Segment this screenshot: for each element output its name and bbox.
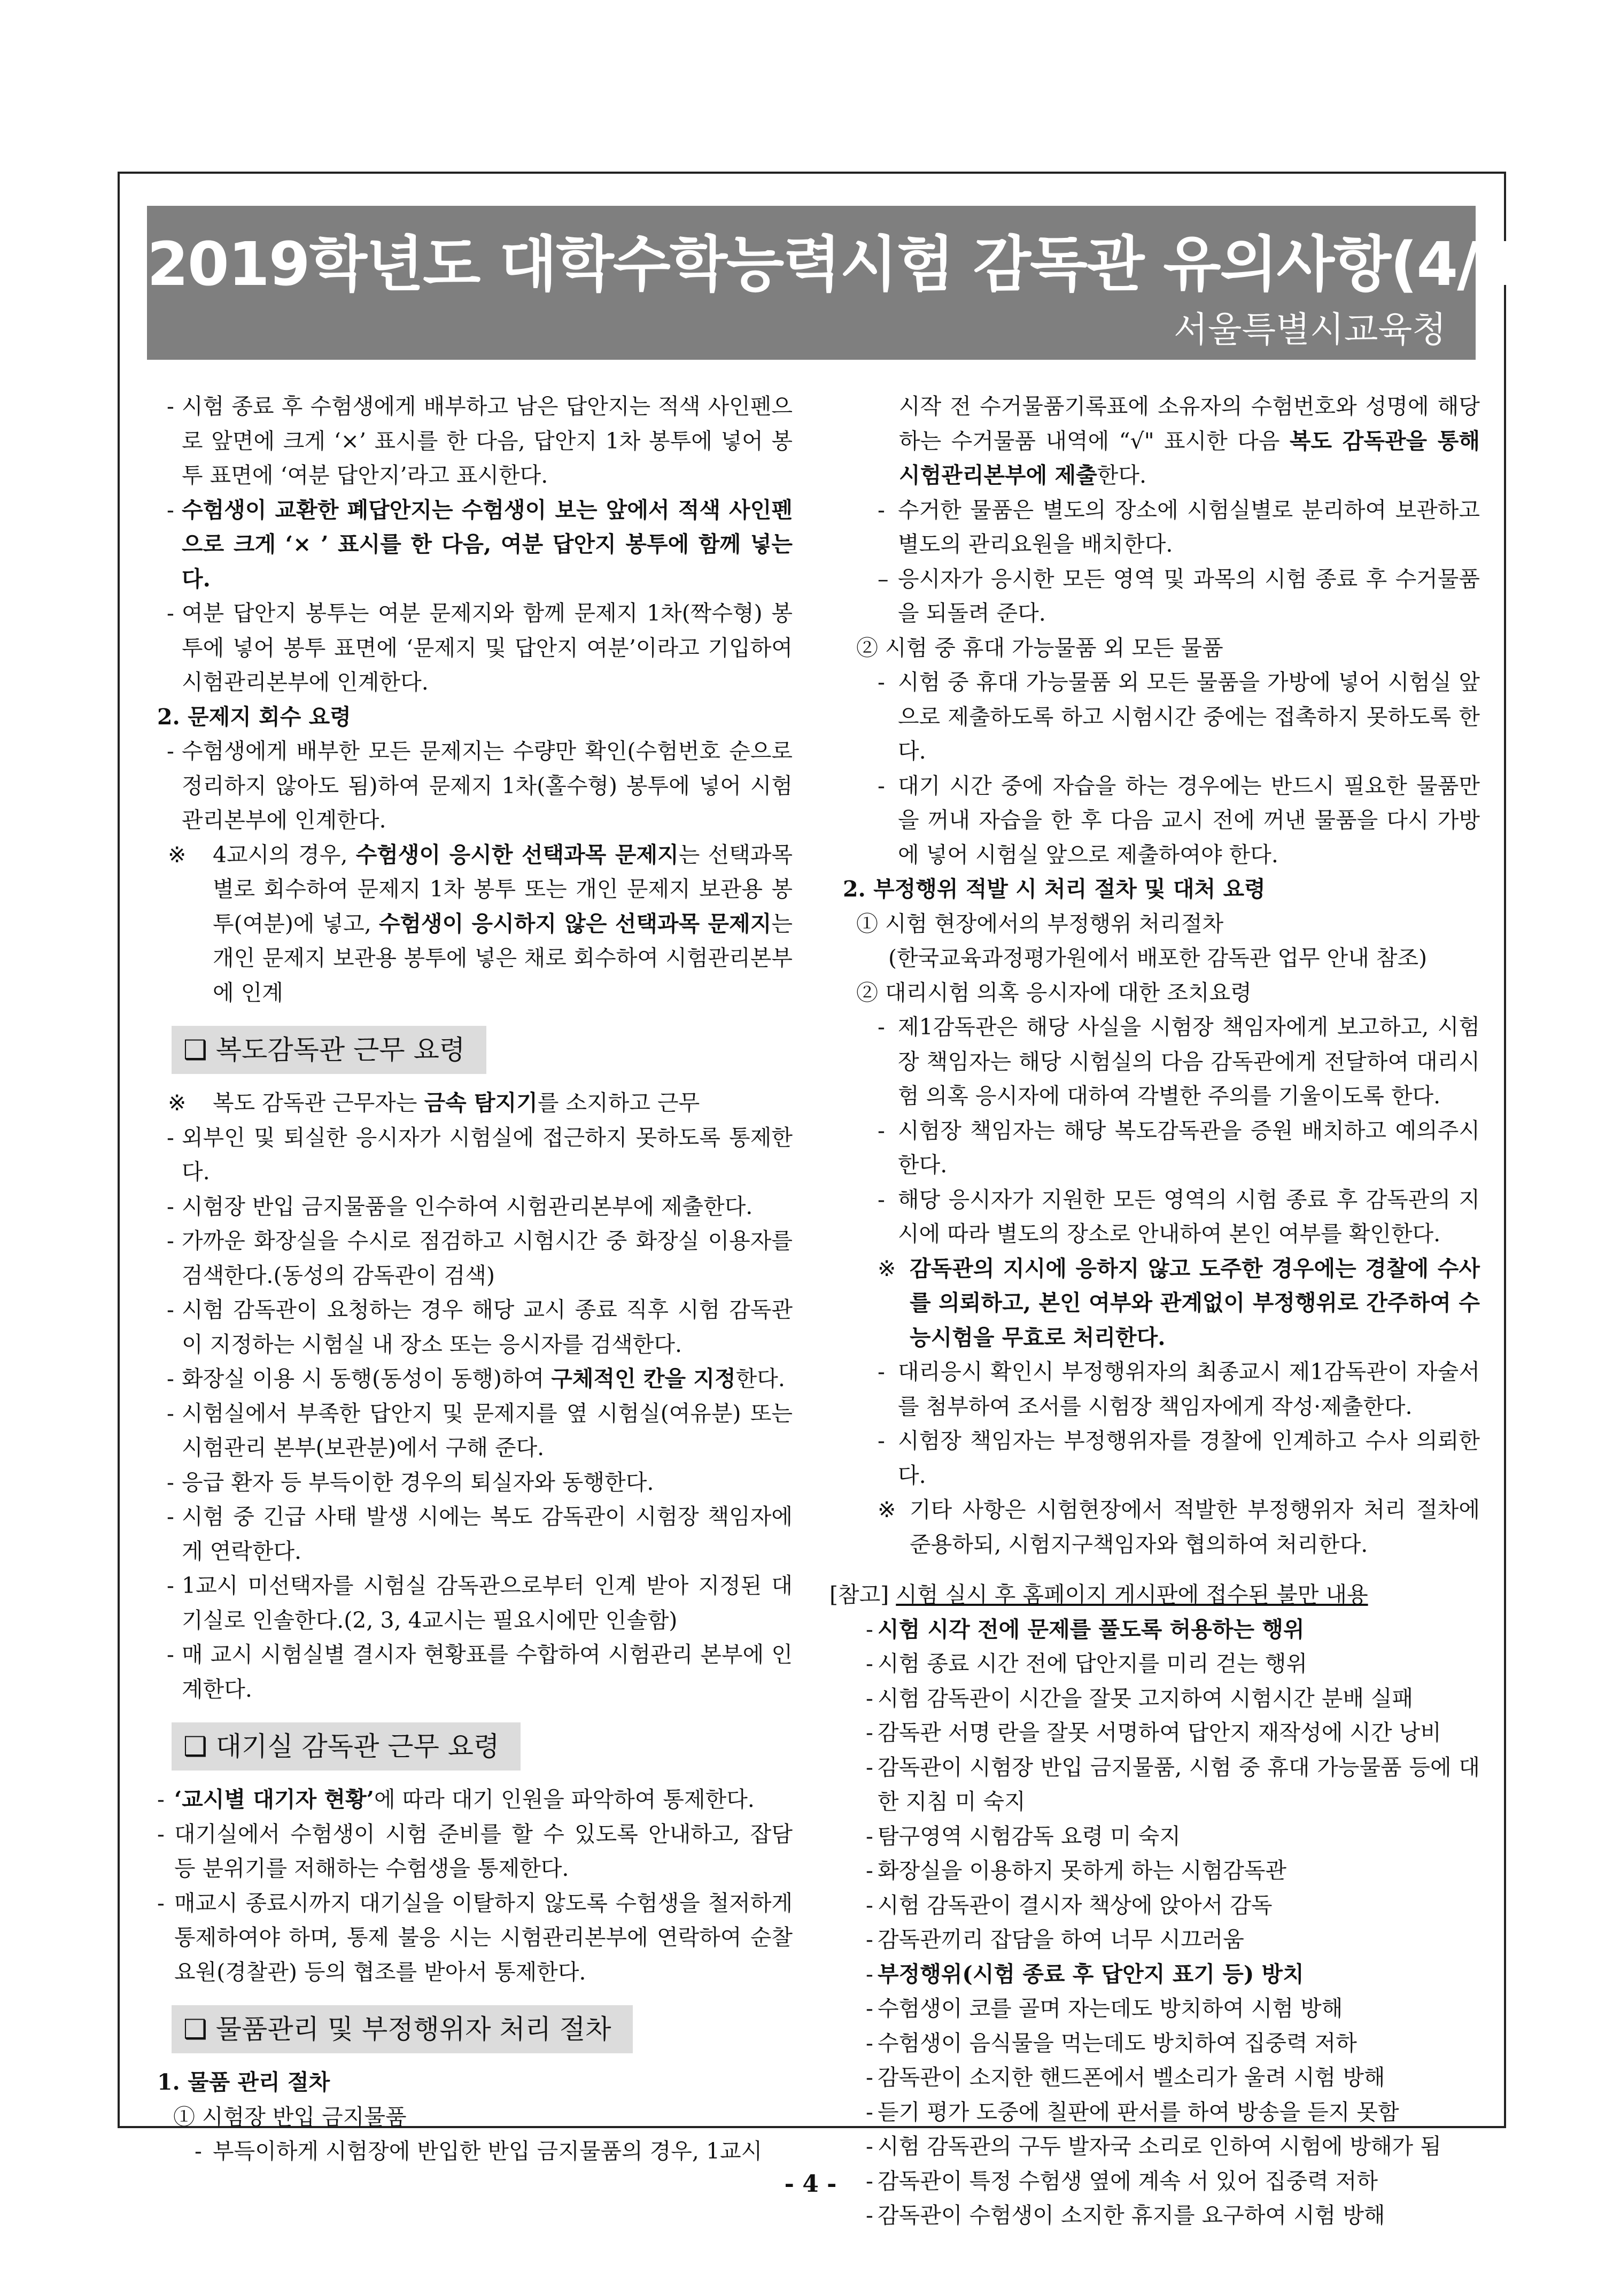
dash-marker: - bbox=[167, 1469, 174, 1495]
text-item bbox=[829, 1424, 1480, 1493]
dash-marker: - bbox=[866, 1616, 873, 1642]
text-run: 응급 환자 등 부득이한 경우의 퇴실자와 동행한다. bbox=[182, 1469, 654, 1495]
dash-marker: - bbox=[167, 497, 174, 523]
text-run: 시험장 책임자는 해당 복도감독관을 증원 배치하고 예의주시한다. bbox=[898, 1117, 1480, 1178]
text-run: 매 교시 시험실별 결시자 현황표를 수합하여 시험관리 본부에 인계한다. bbox=[182, 1642, 793, 1702]
text-run: ❑ 대기실 감독관 근무 요령 bbox=[183, 1731, 500, 1762]
bold-text: 부정행위(시험 종료 후 답안지 표기 등) 방치 bbox=[878, 1961, 1304, 1987]
dash-marker: - bbox=[866, 1927, 873, 1952]
text-run: 1교시 미선택자를 시험실 감독관으로부터 인계 받아 지정된 대기실로 인솔한다.(2, 3, 4교시는 필요시에만 인솔함) bbox=[182, 1573, 793, 1633]
text-run: 기타 사항은 시험현장에서 적발한 부정행위자 처리 절차에 준용하되, 시험지구책임자와 협의하여 처리한다. bbox=[910, 1497, 1480, 1557]
text-item bbox=[829, 1888, 1480, 1923]
text-item bbox=[829, 2129, 1480, 2164]
text-item bbox=[157, 1465, 793, 1500]
text-item bbox=[157, 1568, 793, 1637]
text-run: 시험장 반입 금지물품을 인수하여 시험관리본부에 제출한다. bbox=[182, 1193, 753, 1219]
dash-marker: - bbox=[878, 497, 885, 523]
text-run: ❑ 복도감독관 근무 요령 bbox=[183, 1034, 466, 1065]
dash-marker: - bbox=[866, 1685, 873, 1711]
text-run: 감독관이 소지한 핸드폰에서 벨소리가 울려 시험 방해 bbox=[878, 2065, 1385, 2090]
text-item bbox=[157, 1120, 793, 1189]
text-item bbox=[829, 562, 1480, 631]
note-marker: ※ bbox=[168, 1090, 187, 1116]
dash-marker: - bbox=[878, 669, 885, 695]
text-run: 시작 전 수거물품기록표에 소유자의 수험번호와 성명에 해당하는 수거물품 내역에 “√" 표시한 다음 bbox=[899, 393, 1480, 454]
text-item bbox=[829, 1715, 1480, 1750]
text-run: ❑ 물품관리 및 부정행위자 처리 절차 bbox=[183, 2014, 611, 2045]
text-run: 한다. bbox=[735, 1366, 785, 1391]
text-item bbox=[829, 1612, 1480, 1647]
section-header-box bbox=[172, 1026, 486, 1074]
note-marker: ※ bbox=[878, 1497, 896, 1522]
page-title: 2019학년도 대학수학능력시험 감독관 유의사항(4/4) bbox=[147, 230, 1545, 299]
text-run: 는 선택과목별로 회수하여 문제지 1차 봉투 또는 개인 문제지 보관용 봉투(여분)에 넣고, bbox=[213, 841, 793, 937]
dash-marker: - bbox=[866, 2065, 873, 2090]
issuer-name: 서울특별시교육청 bbox=[1173, 309, 1446, 350]
text-run: 시험 감독관이 시간을 잘못 고지하여 시험시간 분배 실패 bbox=[878, 1685, 1414, 1711]
text-item bbox=[829, 389, 1480, 493]
text-run: 가까운 화장실을 수시로 점검하고 시험시간 중 화장실 이용자를 검색한다.(동성의 감독관이 검색) bbox=[182, 1228, 793, 1288]
dash-marker: - bbox=[866, 1651, 873, 1676]
text-run: 대기 시간 중에 자습을 하는 경우에는 반드시 필요한 물품만을 꺼내 자습을 한 후 다음 교시 전에 꺼낸 물품을 다시 가방에 넣어 시험실 앞으로 제출하여야 한다. bbox=[898, 772, 1480, 868]
text-run: ① 시험장 반입 금지물품 bbox=[173, 2104, 407, 2130]
title-banner bbox=[147, 206, 1545, 360]
dash-marker: - bbox=[195, 2138, 202, 2164]
dash-marker: - bbox=[157, 1890, 165, 1916]
text-item bbox=[157, 2134, 793, 2169]
dash-marker: - bbox=[157, 1787, 165, 1812]
text-run: 탐구영역 시험감독 요령 미 숙지 bbox=[878, 1823, 1181, 1849]
text-item bbox=[829, 1578, 1480, 1612]
dash-marker: - bbox=[167, 1228, 174, 1254]
text-run: 부득이하게 시험장에 반입한 반입 금지물품의 경우, 1교시 bbox=[213, 2138, 763, 2164]
text-run: 4교시의 경우, bbox=[213, 841, 356, 868]
dash-marker: - bbox=[866, 1754, 873, 1780]
text-item bbox=[157, 1189, 793, 1224]
text-run: 화장실 이용 시 동행(동성이 동행)하여 bbox=[182, 1366, 552, 1391]
note-marker: ※ bbox=[168, 841, 187, 868]
section-heading bbox=[829, 872, 1480, 907]
text-run: 제1감독관은 해당 사실을 시험장 책임자에게 보고하고, 시험장 책임자는 해당 시험실의 다음 감독관에게 전달하여 대리시험 의혹 응시자에 대하여 각별한 주의를 기울이도록 한다. bbox=[898, 1014, 1480, 1109]
dash-marker: - bbox=[866, 1823, 873, 1849]
text-item bbox=[829, 1681, 1480, 1716]
text-item bbox=[157, 1293, 793, 1362]
text-item bbox=[157, 1817, 793, 1886]
text-item bbox=[829, 2060, 1480, 2095]
section-header-box bbox=[172, 1722, 521, 1771]
dash-marker: - bbox=[866, 1996, 873, 2021]
text-item bbox=[157, 1224, 793, 1293]
text-item bbox=[829, 1182, 1480, 1251]
text-item bbox=[157, 596, 793, 700]
text-item bbox=[829, 976, 1480, 1010]
text-item bbox=[829, 1114, 1480, 1182]
text-run: 시험 종료 시간 전에 답안지를 미리 걷는 행위 bbox=[878, 1651, 1308, 1676]
dash-marker: - bbox=[866, 1961, 873, 1987]
section-header bbox=[157, 1989, 793, 2065]
text-item bbox=[157, 1782, 793, 1817]
dash-marker: - bbox=[878, 1014, 885, 1040]
text-run: 시험 중 휴대 가능물품 외 모든 물품을 가방에 넣어 시험실 앞으로 제출하도록 하고 시험시간 중에는 접촉하지 못하도록 한다. bbox=[898, 669, 1480, 764]
text-run: 듣기 평가 도중에 칠판에 판서를 하여 방송을 듣지 못함 bbox=[878, 2099, 1399, 2125]
text-run: 감독관끼리 잡담을 하여 너무 시끄러움 bbox=[878, 1927, 1244, 1952]
text-run: 시험장 책임자는 부정행위자를 경찰에 인계하고 수사 의뢰한다. bbox=[898, 1428, 1480, 1488]
bold-text: 구체적인 칸을 지정 bbox=[551, 1366, 736, 1391]
dash-marker: - bbox=[866, 2099, 873, 2125]
text-run: 대리응시 확인시 부정행위자의 최종교시 제1감독관이 자술서를 첨부하여 조서를 시험장 책임자에게 작성·제출한다. bbox=[898, 1359, 1480, 1419]
dash-marker: - bbox=[167, 1366, 174, 1391]
text-run: 여분 답안지 봉투는 여분 문제지와 함께 문제지 1차(짝수형) 봉투에 넣어 봉투 표면에 ‘문제지 및 답안지 여분’이라고 기입하여 시험관리본부에 인계한다. bbox=[182, 600, 793, 695]
dash-marker: - bbox=[167, 393, 174, 419]
text-item bbox=[829, 941, 1480, 976]
text-run: 시험 종료 후 수험생에게 배부하고 남은 답안지는 적색 사인펜으로 앞면에 크게 ‘×’ 표시를 한 다음, 답안지 1차 봉투에 넣어 봉투 표면에 ‘여분 답안지’라고 표시한다. bbox=[182, 393, 793, 488]
text-run: 시험 감독관의 구두 발자국 소리로 인하여 시험에 방해가 됨 bbox=[878, 2133, 1441, 2159]
dash-marker: - bbox=[167, 1193, 174, 1219]
text-item bbox=[157, 2100, 793, 2135]
dash-marker: - bbox=[167, 600, 174, 626]
text-run: 는 개인 문제지 보관용 봉투에 넣은 채로 회수하여 시험관리본부에 인계 bbox=[213, 910, 793, 1006]
text-item bbox=[157, 1637, 793, 1706]
right-column bbox=[829, 389, 1480, 2233]
dash-marker: - bbox=[878, 1359, 885, 1385]
text-item bbox=[829, 1010, 1480, 1114]
text-run: 수험생에게 배부한 모든 문제지는 수량만 확인(수험번호 순으로 정리하지 않아도 됨)하여 문제지 1차(홀수형) 봉투에 넣어 시험관리본부에 인계한다. bbox=[182, 738, 793, 833]
text-item bbox=[829, 631, 1480, 666]
bold-text: 수험생이 응시하지 않은 선택과목 문제지 bbox=[378, 910, 772, 937]
section-header bbox=[157, 1010, 793, 1086]
bold-text: ‘교시별 대기자 현황’ bbox=[174, 1787, 374, 1812]
text-run: ② 대리시험 의혹 응시자에 대한 조치요령 bbox=[856, 979, 1252, 1006]
text-run: 에 따라 대기 인원을 파악하여 통제한다. bbox=[374, 1787, 755, 1812]
text-run: 시험 감독관이 요청하는 경우 해당 교시 종료 직후 시험 감독관이 지정하는 시험실 내 장소 또는 응시자를 검색한다. bbox=[182, 1297, 793, 1357]
section-header bbox=[157, 1706, 793, 1782]
text-run: 2. 부정행위 적발 시 처리 절차 및 대처 요령 bbox=[843, 876, 1266, 902]
text-item bbox=[829, 769, 1480, 872]
text-run: 외부인 및 퇴실한 응시자가 시험실에 접근하지 못하도록 통제한다. bbox=[182, 1124, 793, 1185]
text-run: ① 시험 현장에서의 부정행위 처리절차 bbox=[856, 910, 1224, 937]
text-run: 화장실을 이용하지 못하게 하는 시험감독관 bbox=[878, 1858, 1287, 1883]
section-heading bbox=[157, 700, 793, 735]
bold-text: 수험생이 교환한 폐답안지는 수험생이 보는 앞에서 적색 사인펜으로 크게 ‘× ’ 표시를 한 다음, 여분 답안지 봉투에 함께 넣는다. bbox=[182, 497, 793, 592]
text-item bbox=[829, 2198, 1480, 2233]
dash-marker: - bbox=[167, 1400, 174, 1426]
dash-marker: - bbox=[167, 1297, 174, 1323]
bold-text: 금속 탐지기 bbox=[424, 1090, 538, 1116]
text-run: 복도 감독관 근무자는 bbox=[213, 1090, 424, 1116]
text-item bbox=[829, 1493, 1480, 1561]
dash-marker: - bbox=[866, 2133, 873, 2159]
dash-marker: - bbox=[866, 2030, 873, 2056]
text-run: 해당 응시자가 지원한 모든 영역의 시험 종료 후 감독관의 지시에 따라 별도의 장소로 안내하여 본인 여부를 확인한다. bbox=[898, 1186, 1480, 1247]
text-item bbox=[829, 1251, 1480, 1355]
text-run: (한국교육과정평가원에서 배포한 감독관 업무 안내 참조) bbox=[888, 945, 1428, 971]
text-run: 감독관이 특정 수험생 옆에 계속 서 있어 집중력 저하 bbox=[878, 2168, 1378, 2194]
text-item bbox=[829, 1991, 1480, 2026]
text-item bbox=[829, 1853, 1480, 1888]
text-run: 시험 실시 후 홈페이지 게시판에 접수된 불만 내용 bbox=[896, 1582, 1368, 1607]
text-item bbox=[157, 734, 793, 838]
text-run: 수험생이 코를 골며 자는데도 방치하여 시험 방해 bbox=[878, 1996, 1343, 2021]
bold-text: 시험 시각 전에 문제를 풀도록 허용하는 행위 bbox=[878, 1616, 1305, 1642]
dash-marker: - bbox=[167, 1504, 174, 1529]
text-run: 시험실에서 부족한 답안지 및 문제지를 옆 시험실(여유분) 또는 시험관리 본부(보관분)에서 구해 준다. bbox=[182, 1400, 793, 1460]
text-run: 2. 문제지 회수 요령 bbox=[157, 704, 351, 730]
text-item bbox=[829, 665, 1480, 769]
dash-marker: - bbox=[878, 772, 885, 799]
text-item bbox=[829, 1646, 1480, 1681]
text-item bbox=[157, 1396, 793, 1465]
dash-marker: - bbox=[167, 1573, 174, 1598]
text-run: 시험 중 긴급 사태 발생 시에는 복도 감독관이 시험장 책임자에게 연락한다. bbox=[182, 1504, 793, 1564]
text-run: 감독관 서명 란을 잘못 서명하여 답안지 재작성에 시간 낭비 bbox=[878, 1720, 1441, 1745]
text-run: 한다. bbox=[1097, 462, 1146, 488]
dash-marker: - bbox=[167, 1124, 174, 1150]
text-run: 수거한 물품은 별도의 장소에 시험실별로 분리하여 보관하고 별도의 관리요원을 배치한다. bbox=[898, 497, 1480, 557]
text-run: 수험생이 음식물을 먹는데도 방치하여 집중력 저하 bbox=[878, 2030, 1357, 2056]
bold-text: 복도 감독관을 통해 시험관리본부에 제출 bbox=[899, 428, 1480, 488]
text-item bbox=[829, 1355, 1480, 1424]
dash-marker: - bbox=[866, 1892, 873, 1918]
dash-marker: – bbox=[878, 566, 889, 592]
text-run: 1. 물품 관리 절차 bbox=[157, 2069, 330, 2095]
dash-marker: - bbox=[878, 1186, 885, 1212]
text-item bbox=[829, 2026, 1480, 2061]
dash-marker: - bbox=[157, 1821, 165, 1847]
bold-text: 수험생이 응시한 선택과목 문제지 bbox=[355, 841, 679, 868]
text-run: 매교시 종료시까지 대기실을 이탈하지 않도록 수험생을 철저하게 통제하여야 하며, 통제 불응 시는 시험관리본부에 연락하여 순찰 요원(경찰관) 등의 협조를 받아서 통제한다. bbox=[174, 1890, 793, 1985]
dash-marker: - bbox=[866, 1858, 873, 1883]
dash-marker: - bbox=[167, 738, 174, 764]
bold-text: 감독관의 지시에 응하지 않고 도주한 경우에는 경찰에 수사를 의뢰하고, 본인 여부와 관계없이 부정행위로 간주하여 수능시험을 무효로 처리한다. bbox=[910, 1255, 1480, 1350]
left-column bbox=[157, 389, 793, 2169]
text-run: 대기실에서 수험생이 시험 준비를 할 수 있도록 안내하고, 잡담 등 분위기를 저해하는 수험생을 통제한다. bbox=[174, 1821, 793, 1881]
text-item bbox=[157, 493, 793, 597]
text-run: 를 소지하고 근무 bbox=[537, 1090, 700, 1116]
text-item bbox=[829, 907, 1480, 941]
dash-marker: - bbox=[866, 2168, 873, 2194]
text-run: 응시자가 응시한 모든 영역 및 과목의 시험 종료 후 수거물품을 되돌려 준다. bbox=[898, 566, 1480, 626]
text-item bbox=[157, 1086, 793, 1120]
dash-marker: - bbox=[878, 1117, 885, 1143]
text-item bbox=[829, 2095, 1480, 2130]
dash-marker: - bbox=[866, 1720, 873, 1745]
text-item bbox=[829, 1957, 1480, 1992]
text-run: 시험 감독관이 결시자 책상에 앉아서 감독 bbox=[878, 1892, 1273, 1918]
text-item bbox=[157, 389, 793, 493]
text-run: [참고] bbox=[829, 1582, 896, 1607]
page-number: - 4 - bbox=[784, 2170, 837, 2198]
note-marker: ※ bbox=[878, 1255, 896, 1281]
section-header-box bbox=[172, 2005, 633, 2053]
text-item bbox=[829, 493, 1480, 562]
text-item bbox=[157, 1886, 793, 1990]
text-item bbox=[829, 1819, 1480, 1854]
text-item bbox=[829, 1922, 1480, 1957]
text-run: 감독관이 시험장 반입 금지물품, 시험 중 휴대 가능물품 등에 대한 지침 미 숙지 bbox=[878, 1754, 1480, 1814]
text-item bbox=[829, 1750, 1480, 1819]
text-item bbox=[157, 838, 793, 1010]
text-run: ② 시험 중 휴대 가능물품 외 모든 물품 bbox=[856, 635, 1223, 661]
dash-marker: - bbox=[866, 2202, 873, 2228]
text-item bbox=[157, 1362, 793, 1396]
dash-marker: - bbox=[167, 1642, 174, 1667]
text-run: 감독관이 수험생이 소지한 휴지를 요구하여 시험 방해 bbox=[878, 2202, 1385, 2228]
section-heading bbox=[157, 2065, 793, 2100]
dash-marker: - bbox=[878, 1428, 885, 1454]
text-item bbox=[157, 1499, 793, 1568]
